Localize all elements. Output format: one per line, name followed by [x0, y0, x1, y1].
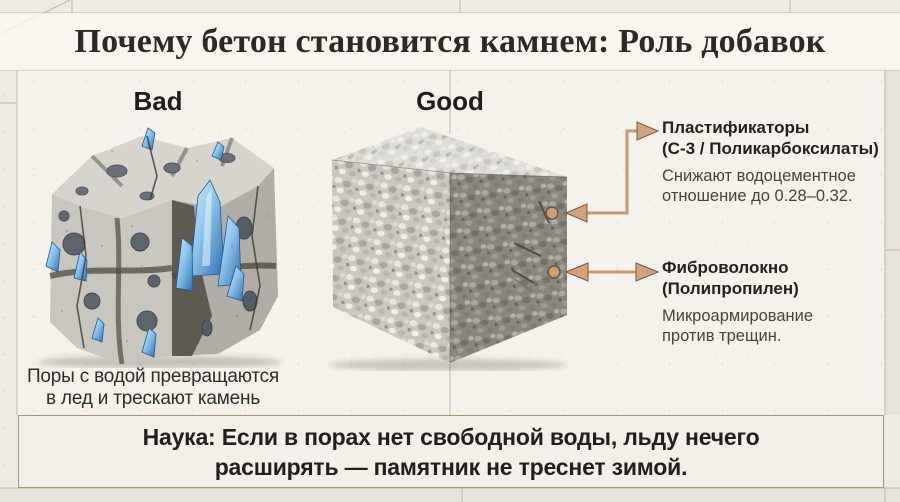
good-label: Good: [416, 86, 484, 116]
science-line2: расширять — памятник не треснет зимой.: [214, 453, 688, 480]
annotation-plasticizers: [662, 117, 892, 206]
fiber-desc-line2: против трещин.: [662, 327, 782, 345]
annotation-fiber: [662, 257, 892, 346]
bottom-wall-strip: [0, 488, 900, 502]
plasticizers-name-line1: Пластификаторы: [662, 118, 810, 137]
good-concrete-cube-illustration: [318, 116, 573, 371]
fiber-desc-line1: Микроармирование: [662, 307, 814, 325]
bad-label: Bad: [133, 86, 183, 116]
fiber-name-line2: (Полипропилен): [662, 279, 799, 298]
fiber-name-line1: Фиброволокно: [662, 258, 789, 277]
science-banner: [18, 415, 884, 488]
bad-concrete-cube-illustration: [22, 116, 297, 368]
science-line1-rest: Если в порах нет свободной воды, льду нечего: [215, 423, 760, 450]
plasticizers-desc-line2: отношение до 0.28–0.32.: [662, 187, 853, 205]
plasticizers-name-line2: (С-3 / Поликарбоксилаты): [662, 139, 879, 158]
bad-caption-line1: Поры с водой превращаются: [26, 366, 280, 387]
bad-caption-line2: в лед и трескают камень: [45, 388, 261, 409]
science-line1: [143, 422, 760, 452]
plasticizers-desc-line1: Снижают водоцементное: [662, 167, 856, 185]
page-title: Почему бетон становится камнем: Роль добавок: [74, 22, 826, 60]
bad-cube-caption: [13, 366, 293, 410]
science-prefix: Наука:: [142, 423, 216, 450]
title-band: [0, 13, 900, 70]
